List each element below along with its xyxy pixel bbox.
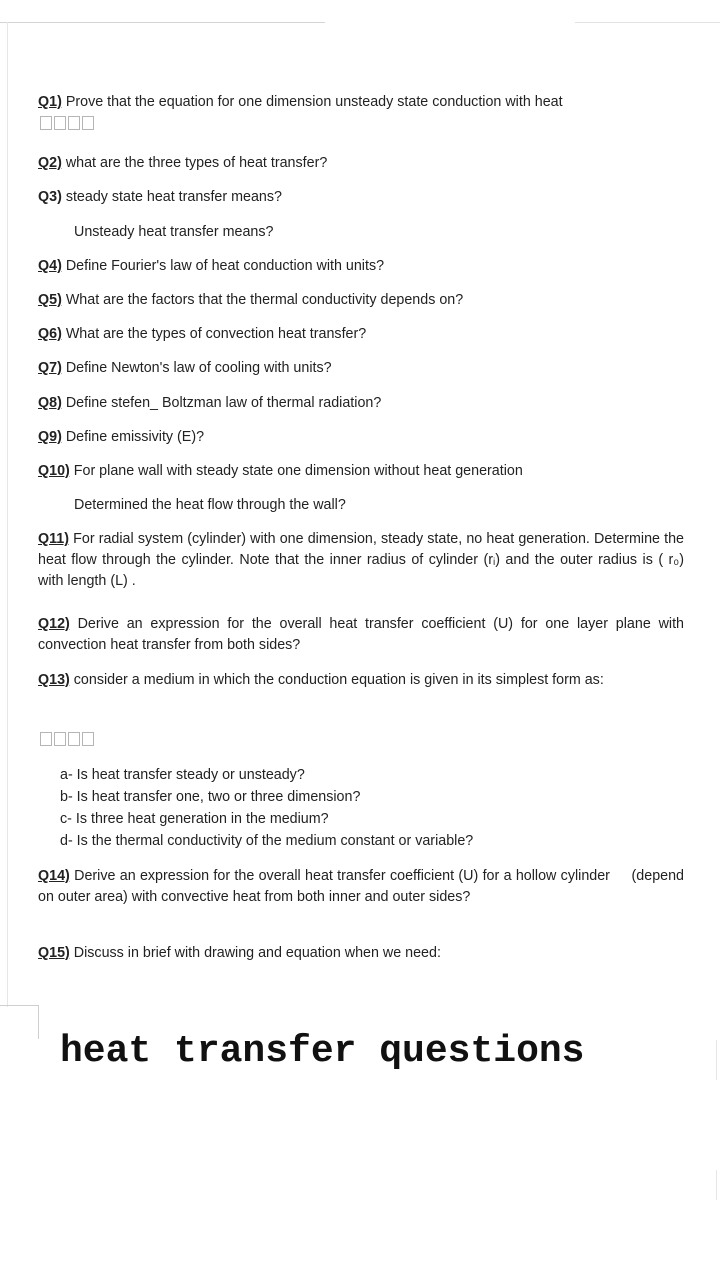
question-text: what are the three types of heat transfer? (61, 155, 328, 171)
question-text: For plane wall with steady state one dimension without heat generation (69, 463, 523, 479)
question-2 (38, 153, 684, 174)
question-text: steady state heat transfer means? (61, 189, 282, 205)
question-number: Q6) (38, 326, 62, 342)
question-number: Q9) (38, 429, 62, 445)
question-9 (38, 427, 684, 448)
question-1 (38, 92, 684, 113)
question-number: Q5) (38, 292, 62, 308)
question-text: Define emissivity (E)? (61, 429, 205, 445)
question-text: What are the types of convection heat transfer? (61, 326, 367, 342)
sub-question-a: a- Is heat transfer steady or unsteady? (60, 767, 305, 783)
missing-equation-glyphs (40, 116, 96, 134)
question-number: Q7) (38, 360, 62, 376)
question-13 (38, 670, 684, 691)
question-3b: Unsteady heat transfer means? (74, 224, 274, 240)
question-5 (38, 290, 684, 311)
question-8 (38, 393, 684, 414)
question-number: Q10) (38, 463, 70, 479)
question-7 (38, 358, 684, 379)
caption-title: heat transfer questions (60, 1030, 585, 1073)
question-15 (38, 943, 684, 964)
sub-question-b: b- Is heat transfer one, two or three dimension? (60, 789, 361, 805)
question-6 (38, 324, 684, 345)
question-number: Q11) (38, 531, 69, 547)
question-number: Q12) (38, 616, 70, 632)
question-number: Q1) (38, 94, 62, 110)
question-number: Q15) (38, 945, 70, 961)
question-4 (38, 256, 684, 277)
question-number: Q4) (38, 258, 62, 274)
page-edge (0, 1005, 38, 1006)
question-3 (38, 187, 684, 208)
question-12 (38, 614, 704, 656)
question-text: Derive an expression for the overall heat transfer coefficient (U) for a hollow cylinder (depend on outer area) with convective heat from both inner and outer sides? (38, 868, 688, 905)
question-text: consider a medium in which the conduction equation is given in its simplest form as: (69, 672, 604, 688)
question-10 (38, 461, 684, 482)
question-text: Discuss in brief with drawing and equation when we need: (69, 945, 441, 961)
question-text: Prove that the equation for one dimension unsteady state conduction with heat (61, 94, 563, 110)
page-edge (7, 22, 8, 1007)
page-edge (716, 1170, 717, 1200)
question-number: Q13) (38, 672, 70, 688)
question-number: Q14) (38, 868, 70, 884)
question-text: For radial system (cylinder) with one dimension, steady state, no heat generation. Determine the heat flow through the cylinder. Note that the inner radius of cylinder (rᵢ) and the outer radius is ( r₀) with length (L) . (38, 531, 684, 589)
question-number: Q8) (38, 395, 62, 411)
question-text: Define Fourier's law of heat conduction with units? (61, 258, 385, 274)
sub-question-d: d- Is the thermal conductivity of the medium constant or variable? (60, 833, 474, 849)
question-14 (38, 866, 688, 908)
question-text: What are the factors that the thermal conductivity depends on? (61, 292, 464, 308)
question-number: Q3) (38, 189, 62, 205)
question-10b: Determined the heat flow through the wall? (74, 497, 346, 513)
sub-question-c: c- Is three heat generation in the medium? (60, 811, 329, 827)
question-number: Q2) (38, 155, 62, 171)
question-11 (38, 529, 684, 592)
page-edge (0, 22, 325, 23)
question-text: Define stefen_ Boltzman law of thermal radiation? (61, 395, 382, 411)
question-text: Define Newton's law of cooling with units? (61, 360, 332, 376)
page-edge (575, 22, 720, 23)
missing-equation-glyphs (40, 732, 96, 750)
question-text: Derive an expression for the overall heat transfer coefficient (U) for one layer plane with convection heat transfer from both sides? (38, 616, 704, 653)
page-edge (716, 1040, 717, 1080)
page-edge (38, 1005, 39, 1039)
